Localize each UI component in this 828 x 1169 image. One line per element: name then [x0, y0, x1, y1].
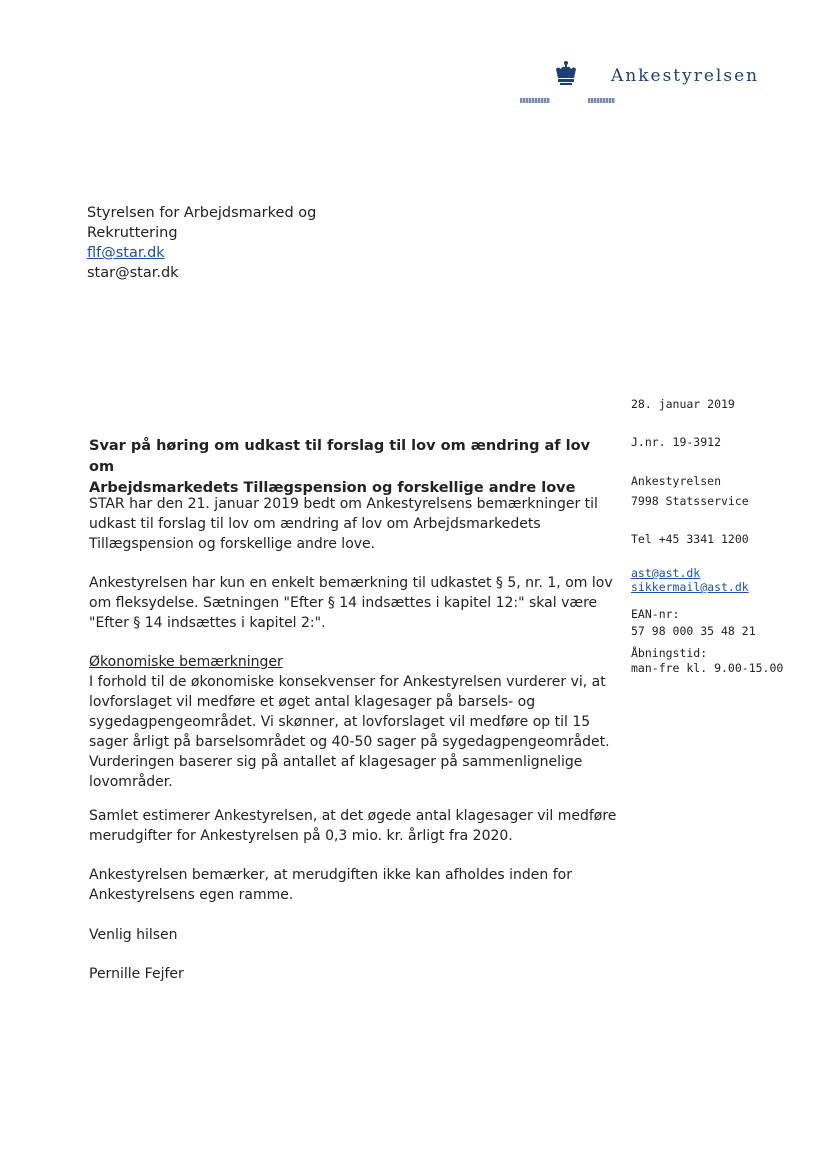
recipient-email: star@star.dk: [87, 265, 179, 281]
paragraph-funding: [89, 865, 619, 905]
text-line: merudgifter for Ankestyrelsen på 0,3 mio. kr. årligt fra 2020.: [89, 828, 513, 844]
opening-hours: man-fre kl. 9.00-15.00: [631, 661, 784, 675]
crown-logo-icon: [553, 60, 579, 86]
sender-emails: [631, 566, 749, 594]
sender-name: Ankestyrelsen: [631, 474, 722, 488]
journal-number: J.nr. 19-3912: [631, 435, 722, 449]
paragraph-economic: [89, 652, 619, 792]
text-line: udkast til forslag til lov om ændring af lov om Arbejdsmarkedets: [89, 516, 541, 532]
letter-date: 28. januar 2019: [631, 397, 735, 411]
opening-hours-label: Åbningstid:: [631, 646, 708, 660]
sender-email-link[interactable]: ast@ast.dk: [631, 566, 701, 580]
text-line: sygedagpengeområdet. Vi skønner, at lovforslaget vil medføre op til 15: [89, 714, 591, 730]
recipient-email-link[interactable]: flf@star.dk: [87, 245, 165, 261]
sender-city: 7998 Statsservice: [631, 494, 749, 508]
secure-email-link[interactable]: sikkermail@ast.dk: [631, 580, 749, 594]
ean-label: EAN-nr:: [631, 607, 680, 621]
text-line: I forhold til de økonomiske konsekvenser for Ankestyrelsen vurderer vi, at: [89, 674, 606, 690]
text-line: "Efter § 14 indsættes i kapitel 2:".: [89, 615, 326, 631]
logo-bar-right: [588, 98, 615, 103]
text-line: STAR har den 21. januar 2019 bedt om Ankestyrelsens bemærkninger til: [89, 496, 598, 512]
text-line: sager årligt på barselsområdet og 40-50 sager på sygedagpengeområdet.: [89, 734, 610, 750]
subject-line: Svar på høring om udkast til forslag til lov om ændring af lov om: [89, 438, 591, 475]
text-line: lovområder.: [89, 774, 173, 790]
ean-block: [631, 606, 756, 640]
text-line: lovforslaget vil medføre et øget antal klagesager på barsels- og: [89, 694, 536, 710]
text-line: Vurderingen baserer sig på antallet af klagesager på sammenlignelige: [89, 754, 583, 770]
signature-name: Pernille Fejfer: [89, 966, 184, 982]
logo-bar-left: [520, 98, 550, 103]
text-line: Samlet estimerer Ankestyrelsen, at det øgede antal klagesager vil medføre: [89, 808, 617, 824]
closing-greeting: Venlig hilsen: [89, 927, 178, 943]
text-line: Ankestyrelsen har kun en enkelt bemærkning til udkastet § 5, nr. 1, om lov: [89, 575, 613, 591]
paragraph-estimate: [89, 806, 619, 846]
sender-phone: Tel +45 3341 1200: [631, 532, 749, 546]
recipient-line: Styrelsen for Arbejdsmarked og: [87, 205, 317, 221]
opening-hours-block: [631, 646, 783, 676]
text-line: Ankestyrelsen bemærker, at merudgiften ikke kan afholdes inden for: [89, 867, 572, 883]
organization-logo-text: Ankestyrelsen: [611, 66, 760, 86]
ean-number: 57 98 000 35 48 21: [631, 624, 756, 638]
recipient-block: [87, 203, 316, 283]
subject-line: Arbejdsmarkedets Tillægspension og forskellige andre love: [89, 480, 576, 496]
paragraph-remark: [89, 573, 619, 633]
text-line: om fleksydelse. Sætningen "Efter § 14 indsættes i kapitel 12:" skal være: [89, 595, 598, 611]
sender-address: [631, 473, 749, 510]
recipient-line: Rekruttering: [87, 225, 178, 241]
paragraph-request: [89, 494, 619, 554]
text-line: Ankestyrelsens egen ramme.: [89, 887, 294, 903]
letter-subject: [89, 436, 609, 499]
economic-section-heading: Økonomiske bemærkninger: [89, 654, 283, 670]
text-line: Tillægspension og forskellige andre love.: [89, 536, 376, 552]
